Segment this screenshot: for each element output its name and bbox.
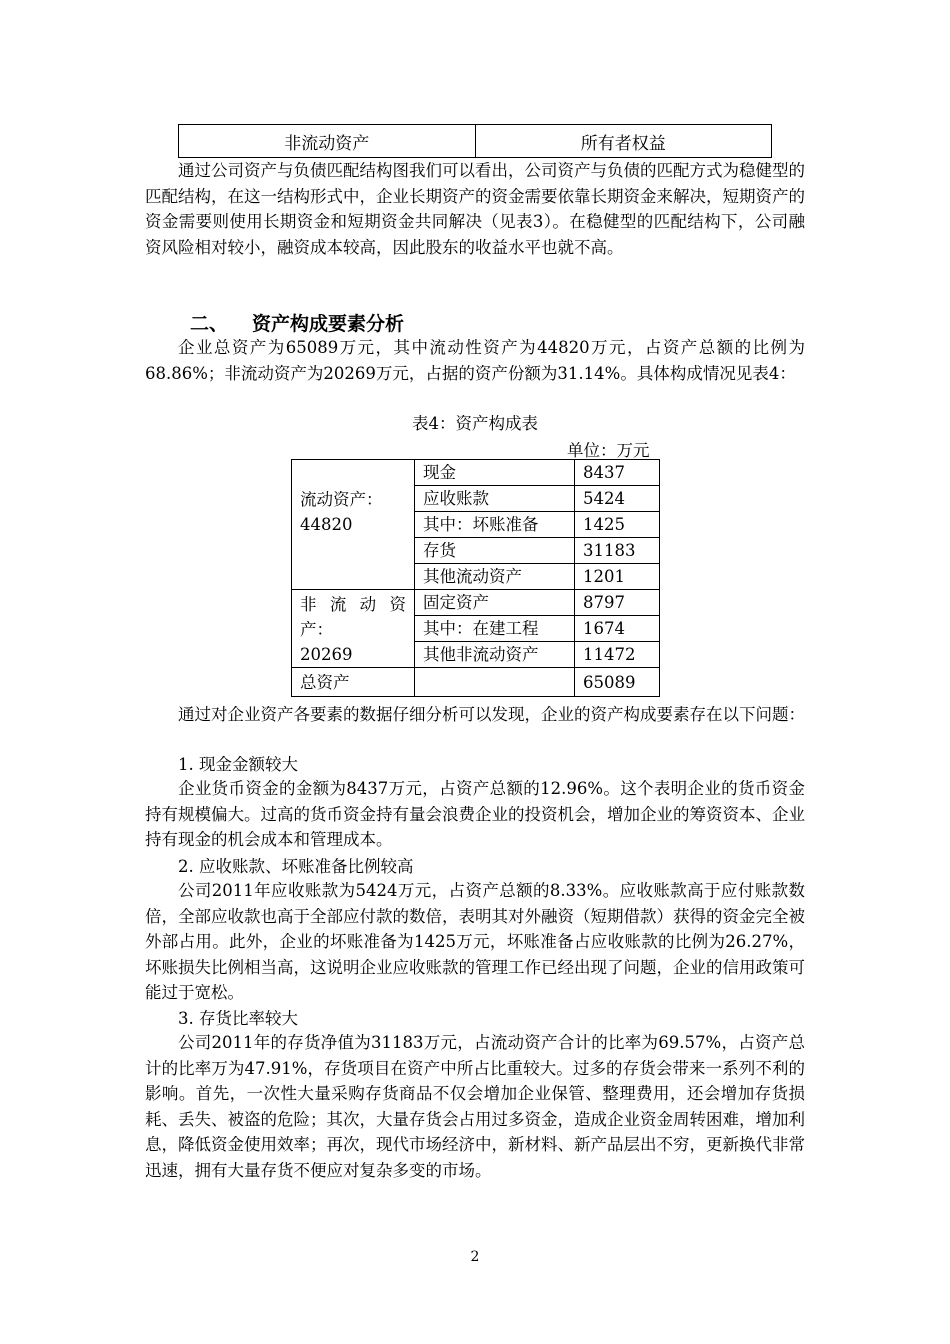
section-heading [190, 309, 404, 336]
paragraph-inventory: 公司2011年的存货净值为31183万元，占流动资产合计的比率为69.57%，占资产总计的比率万为47.91%，存货项目在资产中所占比重较大。过多的存货会带来一系列不利的影响。首先，一次性大量采购存货商品不仅会增加企业保管、整理费用，还会增加存货损耗、丢失、被盗的危险；其次，大量存货会占用过多资金，造成企业资金周转困难，增加利息，降低资金使用效率；再次，现代市场经济中，新材料、新产品层出不穷，更新换代非常迅速，拥有大量存货不便应对复杂多变的市场。 [145, 1033, 805, 1180]
table-caption: 表4：资产构成表 [412, 414, 538, 433]
value-cell: 5424 [575, 486, 660, 512]
item-cell: 其他非流动资产 [415, 642, 575, 668]
list-item-inventory: 3. 存货比率较大 [178, 1009, 298, 1028]
value-cell: 8437 [575, 460, 660, 486]
value-cell: 1201 [575, 564, 660, 590]
table-unit: 单位：万元 [567, 441, 650, 460]
current-assets-group-cell [292, 460, 415, 590]
value-cell: 1425 [575, 512, 660, 538]
noncurrent-assets-group-cell [292, 590, 415, 668]
value-cell: 31183 [575, 538, 660, 564]
item-cell: 现金 [415, 460, 575, 486]
paragraph-receivables: 公司2011年应收账款为5424万元，占资产总额的8.33%。应收账款高于应付账款数倍，全部应收款也高于全部应付款的数倍，表明其对外融资（短期借款）获得的资金完全被外部占用。此外，企业的坏账准备为1425万元，坏账准备占应收账款的比例为26.27%，坏账损失比例相当高，这说明企业应收账款的管理工作已经出现了问题，企业的信用政策可能过于宽松。 [145, 881, 805, 1002]
current-assets-label: 流动资产： [300, 490, 383, 509]
table-row [292, 668, 660, 697]
table-row [292, 460, 660, 486]
owners-equity-cell: 所有者权益 [475, 125, 772, 158]
value-cell: 1674 [575, 616, 660, 642]
paragraph-matching-structure: 通过公司资产与负债匹配结构图我们可以看出，公司资产与负债的匹配方式为稳健型的匹配结构，在这一结构形式中，企业长期资产的资金需要依靠长期资金来解决，短期资产的资金需要则使用长期资金和短期资金共同解决（见表3）。在稳健型的匹配结构下，公司融资风险相对较小，融资成本较高，因此股东的收益水平也就不高。 [145, 161, 805, 257]
list-item-cash: 1. 现金金额较大 [178, 755, 298, 774]
page-number: 2 [470, 1249, 480, 1265]
item-cell: 其中：在建工程 [415, 616, 575, 642]
item-cell: 其中：坏账准备 [415, 512, 575, 538]
paragraph-total-assets: 企业总资产为65089万元，其中流动性资产为44820万元，占资产总额的比例为68.86%；非流动资产为20269万元，占据的资产份额为31.14%。具体构成情况见表4： [145, 338, 805, 383]
asset-composition-table [291, 459, 660, 697]
value-cell: 11472 [575, 642, 660, 668]
current-assets-total: 44820 [300, 515, 353, 534]
item-cell: 应收账款 [415, 486, 575, 512]
table-row [179, 125, 772, 158]
noncurrent-assets-label-line1: 非 流 动 资 [300, 595, 406, 614]
noncurrent-assets-cell: 非流动资产 [179, 125, 476, 158]
empty-cell [415, 668, 575, 697]
item-cell: 存货 [415, 538, 575, 564]
table-row [292, 590, 660, 616]
noncurrent-assets-total: 20269 [300, 645, 353, 664]
matching-structure-table-fragment [178, 124, 772, 158]
noncurrent-assets-label-line2: 产： [300, 620, 333, 639]
value-cell: 8797 [575, 590, 660, 616]
paragraph-cash: 企业货币资金的金额为8437万元，占资产总额的12.96%。这个表明企业的货币资金持有规模偏大。过高的货币资金持有量会浪费企业的投资机会，增加企业的筹资资本、企业持有现金的机会成本和管理成本。 [145, 779, 805, 849]
section-title: 资产构成要素分析 [252, 313, 405, 335]
item-cell: 固定资产 [415, 590, 575, 616]
paragraph-problems-intro: 通过对企业资产各要素的数据仔细分析可以发现，企业的资产构成要素存在以下问题： [178, 705, 805, 724]
section-number: 二、 [190, 313, 229, 335]
item-cell: 其他流动资产 [415, 564, 575, 590]
total-assets-value-cell: 65089 [575, 668, 660, 697]
list-item-receivables: 2. 应收账款、坏账准备比例较高 [178, 857, 414, 876]
total-assets-label-cell: 总资产 [292, 668, 415, 697]
